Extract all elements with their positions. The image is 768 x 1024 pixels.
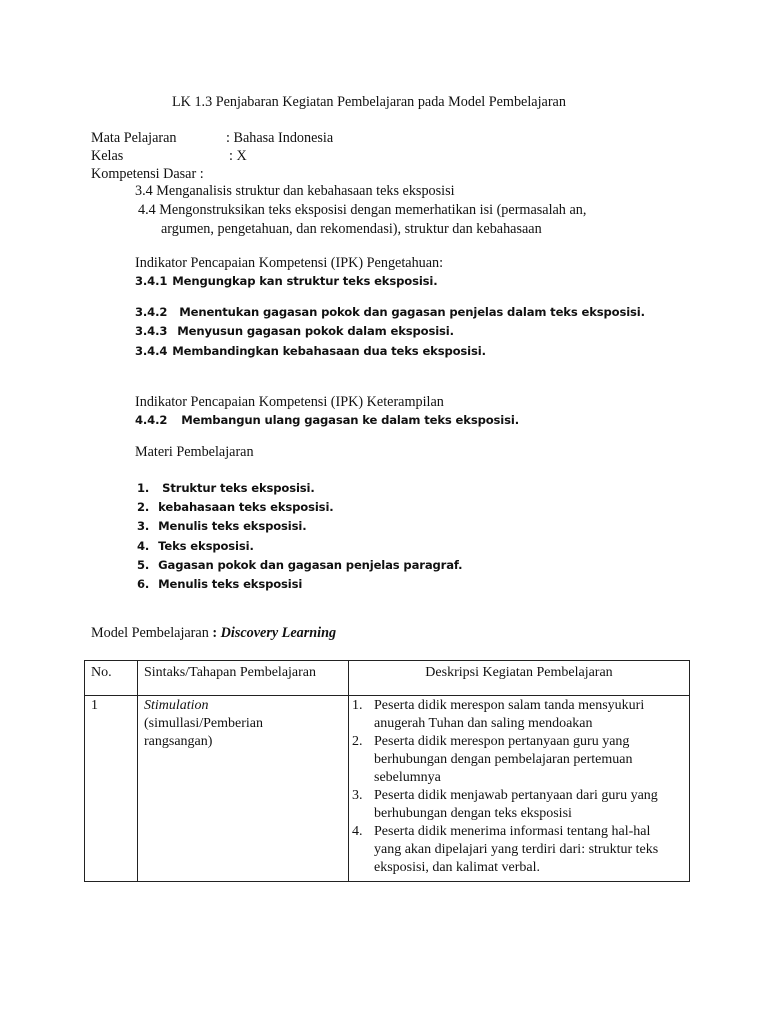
- list-item: 1. Peserta didik merespon salam tanda mensyukuri anugerah Tuhan dan saling mendoakan: [352, 698, 645, 731]
- ipk-item: 3.4.2 Menentukan gagasan pokok dan gagasan penjelas dalam teks eksposisi.: [135, 305, 645, 319]
- list-item: 2. Peserta didik merespon pertanyaan guru yang berhubungan dengan pembelajaran pertemuan sebelumnya: [352, 734, 633, 785]
- materi-item: 6. Menulis teks eksposisi: [137, 577, 303, 591]
- header-sintaks: Sintaks/Tahapan Pembelajaran: [138, 661, 349, 696]
- kelas-label: Kelas: [91, 148, 124, 164]
- ipk-item: 4.4.2 Membangun ulang gagasan ke dalam teks eksposisi.: [135, 413, 519, 427]
- list-item: 3. Peserta didik menjawab pertanyaan dari guru yang berhubungan dengan teks eksposisi: [352, 788, 658, 821]
- sintaks-sub: (simullasi/Pemberian rangsangan): [144, 716, 263, 749]
- model-value: Discovery Learning: [220, 625, 337, 641]
- cell-deskripsi: [349, 696, 690, 882]
- page-title: LK 1.3 Penjabaran Kegiatan Pembelajaran pada Model Pembelajaran: [172, 94, 566, 110]
- kd-item-continuation: argumen, pengetahuan, dan rekomendasi), struktur dan kebahasaan: [161, 221, 542, 237]
- materi-item: 2. kebahasaan teks eksposisi.: [137, 500, 334, 514]
- kd-item: 3.4 Menganalisis struktur dan kebahasaan teks eksposisi: [135, 183, 455, 199]
- materi-item: 1. Struktur teks eksposisi.: [137, 481, 315, 495]
- ipk-item: 3.4.1 Mengungkap kan struktur teks eksposisi.: [135, 274, 438, 288]
- mata-pelajaran-value: : Bahasa Indonesia: [226, 130, 334, 146]
- table-row: [85, 696, 690, 882]
- cell-sintaks: [138, 696, 349, 882]
- ipk-keterampilan-heading: Indikator Pencapaian Kompetensi (IPK) Keterampilan: [135, 394, 444, 410]
- kompetensi-dasar-label: Kompetensi Dasar :: [91, 166, 204, 182]
- ipk-item: 3.4.4 Membandingkan kebahasaan dua teks eksposisi.: [135, 344, 486, 358]
- table-header-row: [85, 661, 690, 696]
- model-label: Model Pembelajaran: [91, 625, 213, 641]
- cell-no: 1: [85, 696, 138, 882]
- ipk-item: 3.4.3 Menyusun gagasan pokok dalam eksposisi.: [135, 324, 454, 338]
- materi-item: 5. Gagasan pokok dan gagasan penjelas paragraf.: [137, 558, 463, 572]
- ipk-pengetahuan-heading: Indikator Pencapaian Kompetensi (IPK) Pengetahuan:: [135, 255, 444, 271]
- header-no: No.: [85, 661, 138, 696]
- kd-item: 4.4 Mengonstruksikan teks eksposisi dengan memerhatikan isi (permasalah an,: [138, 202, 587, 218]
- model-colon: :: [212, 625, 221, 641]
- materi-item: 3. Menulis teks eksposisi.: [137, 519, 307, 533]
- model-pembelajaran: [91, 624, 336, 643]
- header-deskripsi: Deskripsi Kegiatan Pembelajaran: [349, 661, 690, 696]
- list-item: 4. Peserta didik menerima informasi tentang hal-hal yang akan dipelajari yang terdiri dari: struktur teks eksposisi, dan kalimat verbal.: [352, 824, 659, 875]
- mata-pelajaran-label: Mata Pelajaran: [91, 130, 177, 146]
- kegiatan-table: [84, 660, 690, 882]
- kelas-value: : X: [229, 148, 247, 164]
- materi-item: 4. Teks eksposisi.: [137, 539, 254, 553]
- materi-heading: Materi Pembelajaran: [135, 444, 254, 460]
- sintaks-title: Stimulation: [144, 698, 209, 713]
